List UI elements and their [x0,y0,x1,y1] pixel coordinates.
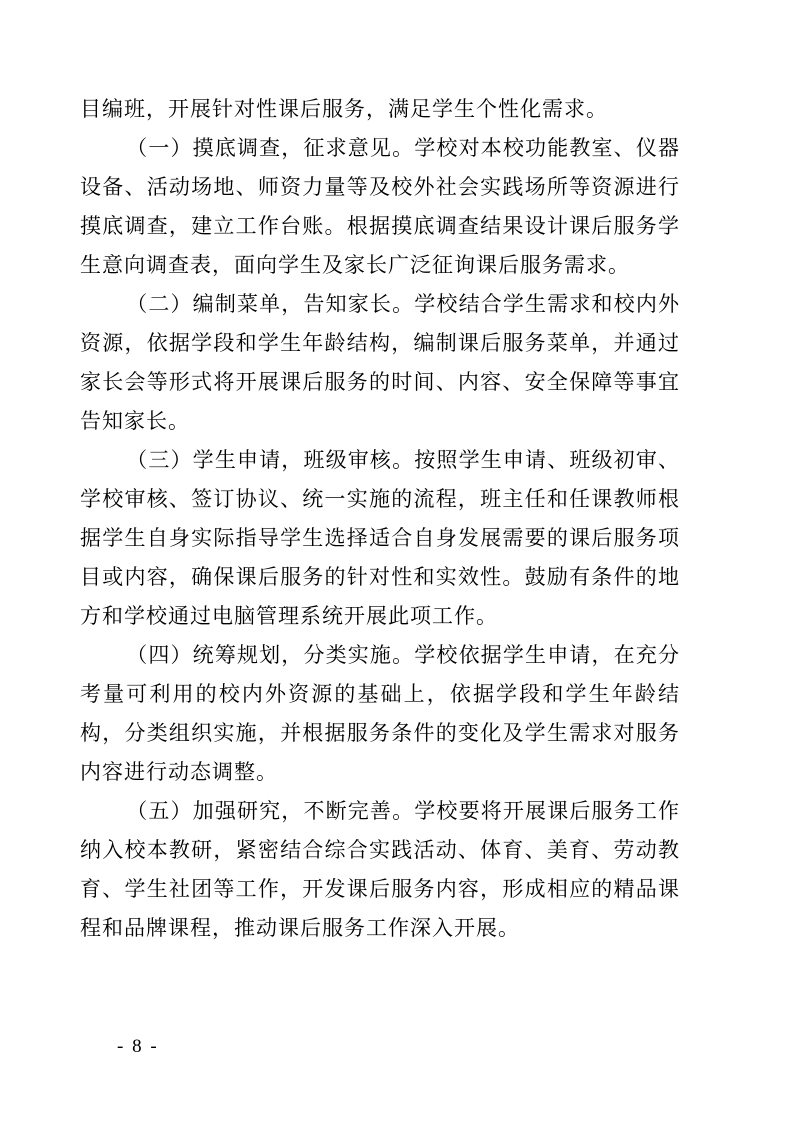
paragraph-item-2: （二）编制菜单，告知家长。学校结合学生需求和校内外资源，依据学段和学生年龄结构，编制课后服务菜单，并通过家长会等形式将开展课后服务的时间、内容、安全保障等事宜告知家长。 [80,292,680,433]
page-number: - 8 - [117,1036,159,1057]
paragraph-item-3: （三）学生申请，班级审核。按照学生申请、班级初审、学校审核、签订协议、统一实施的流程，班主任和任课教师根据学生自身实际指导学生选择适合自身发展需要的课后服务项目或内容，确保课后服务的针对性和实效性。鼓励有条件的地方和学校通过电脑管理系统开展此项工作。 [80,448,680,628]
paragraph-continuation: 目编班，开展针对性课后服务，满足学生个性化需求。 [80,97,608,121]
paragraph-item-1: （一）摸底调查，征求意见。学校对本校功能教室、仪器设备、活动场地、师资力量等及校外社会实践场所等资源进行摸底调查，建立工作台账。根据摸底调查结果设计课后服务学生意向调查表，面向学生及家长广泛征询课后服务需求。 [80,136,680,277]
paragraph-item-5: （五）加强研究，不断完善。学校要将开展课后服务工作纳入校本教研，紧密结合综合实践活动、体育、美育、劳动教育、学生社团等工作，开发课后服务内容，形成相应的精品课程和品牌课程，推动课后服务工作深入开展。 [80,799,680,940]
document-body [80,90,680,948]
paragraph-item-4: （四）统筹规划，分类实施。学校依据学生申请，在充分考量可利用的校内外资源的基础上，依据学段和学生年龄结构，分类组织实施，并根据服务条件的变化及学生需求对服务内容进行动态调整。 [80,643,680,784]
